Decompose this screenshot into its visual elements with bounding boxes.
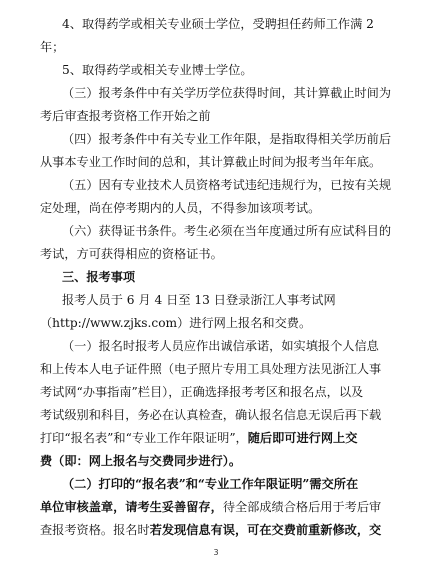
text-line: 5、取得药学或相关专业博士学位。 [62, 63, 253, 77]
bold-text-segment: 随后即可进行网上交 [247, 431, 358, 445]
text-line: （http://www.zjks.com）进行网上报名和交费。 [40, 316, 312, 330]
text-line: （五）因有专业技术人员资格考试违纪违规行为，已按有关规 [62, 178, 392, 192]
text-line: 考试，方可获得相应的资格证书。 [40, 247, 223, 261]
text-line: （六）获得证书条件。考生必须在当年度通过所有应试科目的 [62, 224, 392, 238]
section-heading: 三、报考事项 [62, 270, 136, 284]
text-line: 考后审查报考资格工作开始之前 [40, 109, 211, 123]
text-line: 考试级别和科目，务必在认真检查，确认报名信息无误后再下载 [40, 408, 382, 422]
text-line: 考试网“办事指南”栏目），正确选择报考考区和报名点，以及 [40, 385, 364, 399]
text-line: 从事本专业工作时间的总和，其计算截止时间为报考当年年底。 [40, 155, 382, 169]
text-line [40, 522, 400, 538]
text-line: 年； [40, 40, 65, 54]
text-segment: 待全部成绩合格后用于考后审 [222, 500, 382, 514]
bold-text-segment: 单位审核盖章，请考生妥善留存， [40, 500, 223, 514]
text-line [40, 499, 400, 515]
text-line: （一）报名时报考人员应作出诚信承诺，如实填报个人信息 [62, 339, 379, 353]
text-line-bold: （二）打印的“报名表”和“专业工作年限证明”需交所在 [62, 477, 359, 491]
text-line: 和上传本人电子证件照（电子照片专用工具处理方法见浙江人事 [40, 362, 382, 376]
text-line: （三）报考条件中有关学历学位获得时间，其计算截止时间为 [62, 86, 392, 100]
text-line: 4、取得药学或相关专业硕士学位，受聘担任药师工作满 2 [62, 17, 374, 31]
text-segment: 查报考资格。报名时 [40, 523, 150, 537]
text-line-bold: 费（即：网上报名与交费同步进行）。 [40, 454, 242, 468]
text-line: 定处理，尚在停考期内的人员，不得参加该项考试。 [40, 201, 321, 215]
text-line [40, 430, 400, 446]
bold-text-segment: 若发现信息有误，可在交费前重新修改，交 [149, 523, 382, 537]
text-line: （四）报考条件中有关专业工作年限，是指取得相关学历前后 [62, 132, 392, 146]
text-line: 报考人员于 6 月 4 日至 13 日登录浙江人事考试网 [62, 293, 336, 307]
text-segment: 打印“报名表”和“专业工作年限证明”， [40, 431, 248, 445]
page-number: 3 [213, 548, 219, 557]
